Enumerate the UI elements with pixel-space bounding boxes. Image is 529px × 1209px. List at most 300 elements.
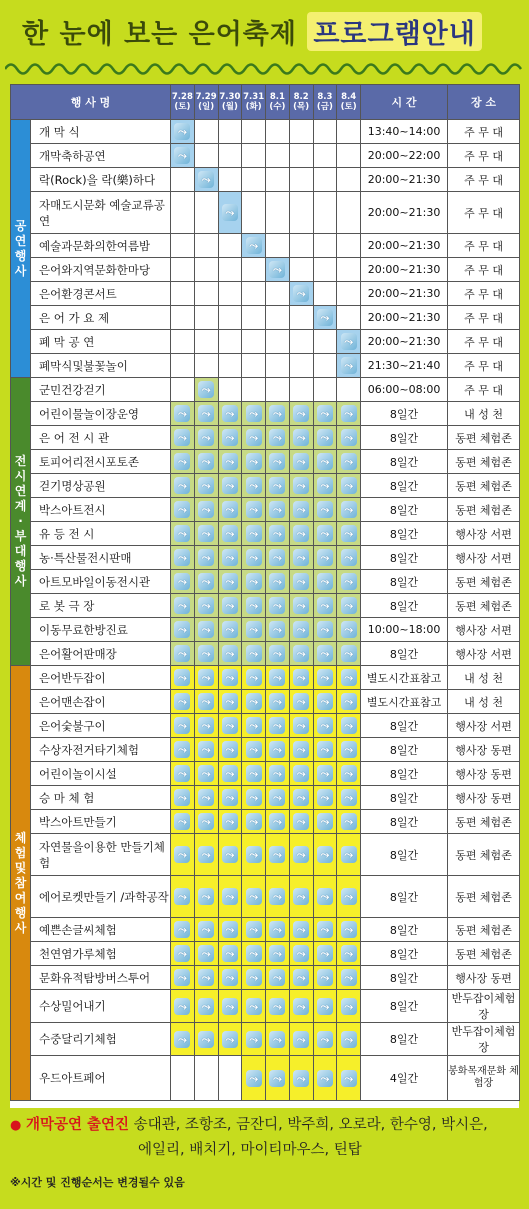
program-name: 어린이놀이시설 [31, 762, 171, 786]
sweetfish-icon: ⤳ [269, 645, 285, 662]
schedule-cell [218, 144, 242, 168]
schedule-cell [313, 330, 337, 354]
table-row [11, 354, 520, 378]
program-place: 주 무 대 [448, 168, 520, 192]
schedule-cell [194, 234, 218, 258]
schedule-cell [242, 570, 266, 594]
table-row [11, 1023, 520, 1056]
schedule-cell [242, 546, 266, 570]
sweetfish-icon: ⤳ [293, 453, 309, 470]
schedule-cell [242, 354, 266, 378]
schedule-cell [289, 426, 313, 450]
sweetfish-icon: ⤳ [293, 741, 309, 758]
sweetfish-icon: ⤳ [317, 549, 333, 566]
sweetfish-icon: ⤳ [317, 453, 333, 470]
sweetfish-icon: ⤳ [198, 969, 214, 986]
schedule-cell [171, 918, 195, 942]
sweetfish-icon: ⤳ [293, 549, 309, 566]
schedule-cell [194, 690, 218, 714]
category-label: 공연행사 [11, 120, 31, 378]
program-time: 20:00~21:30 [361, 330, 448, 354]
category-label: 체험 및 참여행사 [11, 666, 31, 1101]
sweetfish-icon: ⤳ [293, 969, 309, 986]
schedule-cell [313, 786, 337, 810]
schedule-cell [337, 762, 361, 786]
schedule-cell [242, 918, 266, 942]
program-name: 문화유적탐방버스투어 [31, 966, 171, 990]
schedule-cell [171, 834, 195, 876]
schedule-cell [289, 330, 313, 354]
schedule-cell [242, 594, 266, 618]
sweetfish-icon: ⤳ [293, 429, 309, 446]
schedule-cell [171, 474, 195, 498]
schedule-cell [266, 330, 290, 354]
program-time: 8일간 [361, 762, 448, 786]
sweetfish-icon: ⤳ [341, 357, 357, 374]
sweetfish-icon: ⤳ [317, 669, 333, 686]
header-date: 8.2 (목) [289, 85, 313, 120]
program-time: 8일간 [361, 426, 448, 450]
sweetfish-icon: ⤳ [198, 597, 214, 614]
schedule-cell [218, 738, 242, 762]
schedule-cell [218, 642, 242, 666]
table-row [11, 522, 520, 546]
sweetfish-icon: ⤳ [222, 501, 238, 518]
sweetfish-icon: ⤳ [174, 1031, 190, 1048]
sweetfish-icon: ⤳ [293, 1070, 309, 1087]
sweetfish-icon: ⤳ [198, 945, 214, 962]
schedule-cell [337, 450, 361, 474]
sweetfish-icon: ⤳ [174, 741, 190, 758]
schedule-cell [313, 738, 337, 762]
schedule-cell [289, 402, 313, 426]
sweetfish-icon: ⤳ [174, 477, 190, 494]
bullet-icon: ● [10, 1118, 22, 1133]
schedule-cell [218, 120, 242, 144]
schedule-cell [171, 1023, 195, 1056]
schedule-cell [242, 450, 266, 474]
sweetfish-icon: ⤳ [174, 789, 190, 806]
table-row [11, 474, 520, 498]
schedule-cell [194, 120, 218, 144]
schedule-cell [171, 966, 195, 990]
title-banner [0, 0, 529, 58]
schedule-cell [289, 594, 313, 618]
program-place: 동편 체험존 [448, 570, 520, 594]
schedule-cell [337, 1056, 361, 1101]
program-place: 행사장 동편 [448, 966, 520, 990]
sweetfish-icon: ⤳ [317, 717, 333, 734]
schedule-cell [337, 258, 361, 282]
sweetfish-icon: ⤳ [222, 477, 238, 494]
sweetfish-icon: ⤳ [174, 693, 190, 710]
table-row [11, 282, 520, 306]
sweetfish-icon: ⤳ [341, 717, 357, 734]
header-program: 행 사 명 [11, 85, 171, 120]
schedule-cell [289, 876, 313, 918]
sweetfish-icon: ⤳ [246, 717, 262, 734]
schedule-cell [194, 330, 218, 354]
schedule-cell [171, 690, 195, 714]
sweetfish-icon: ⤳ [341, 945, 357, 962]
sweetfish-icon: ⤳ [174, 717, 190, 734]
schedule-cell [266, 192, 290, 234]
schedule-cell [171, 876, 195, 918]
schedule-cell [313, 714, 337, 738]
schedule-cell [171, 306, 195, 330]
sweetfish-icon: ⤳ [174, 765, 190, 782]
sweetfish-icon: ⤳ [341, 597, 357, 614]
table-row [11, 306, 520, 330]
program-time: 8일간 [361, 942, 448, 966]
sweetfish-icon: ⤳ [174, 123, 190, 140]
schedule-cell [337, 666, 361, 690]
sweetfish-icon: ⤳ [341, 645, 357, 662]
sweetfish-icon: ⤳ [293, 477, 309, 494]
program-name: 폐막식및불꽃놀이 [31, 354, 171, 378]
sweetfish-icon: ⤳ [317, 1070, 333, 1087]
schedule-cell [171, 168, 195, 192]
sweetfish-icon: ⤳ [317, 525, 333, 542]
schedule-cell [313, 234, 337, 258]
schedule-cell [242, 402, 266, 426]
sweetfish-icon: ⤳ [317, 429, 333, 446]
schedule-cell [266, 498, 290, 522]
schedule-cell [194, 666, 218, 690]
schedule-cell [313, 918, 337, 942]
schedule-cell [194, 618, 218, 642]
cast-names-line1: 송대관, 조항조, 금잔디, 박주희, 오로라, 한수영, 박시은, [133, 1117, 488, 1133]
schedule-cell [171, 450, 195, 474]
program-time: 별도시간표참고 [361, 666, 448, 690]
sweetfish-icon: ⤳ [341, 549, 357, 566]
schedule-cell [171, 498, 195, 522]
schedule-cell [218, 450, 242, 474]
schedule-cell [194, 192, 218, 234]
schedule-cell [242, 282, 266, 306]
sweetfish-icon: ⤳ [174, 429, 190, 446]
sweetfish-icon: ⤳ [246, 945, 262, 962]
schedule-cell [289, 474, 313, 498]
sweetfish-icon: ⤳ [246, 549, 262, 566]
header-date: 7.31 (화) [242, 85, 266, 120]
program-place: 행사장 서편 [448, 714, 520, 738]
sweetfish-icon: ⤳ [317, 846, 333, 863]
schedule-cell [266, 834, 290, 876]
sweetfish-icon: ⤳ [341, 453, 357, 470]
sweetfish-icon: ⤳ [269, 573, 285, 590]
table-row [11, 738, 520, 762]
header-date: 8.1 (수) [266, 85, 290, 120]
schedule-cell [337, 282, 361, 306]
schedule-cell [194, 258, 218, 282]
sweetfish-icon: ⤳ [222, 789, 238, 806]
schedule-cell [242, 1056, 266, 1101]
schedule-cell [266, 642, 290, 666]
schedule-cell [218, 282, 242, 306]
schedule-cell [337, 918, 361, 942]
schedule-cell [337, 642, 361, 666]
schedule-cell [242, 234, 266, 258]
schedule-cell [242, 144, 266, 168]
sweetfish-icon: ⤳ [198, 453, 214, 470]
sweetfish-icon: ⤳ [222, 429, 238, 446]
program-place: 동편 체험존 [448, 876, 520, 918]
sweetfish-icon: ⤳ [317, 597, 333, 614]
program-place: 동편 체험존 [448, 810, 520, 834]
schedule-cell [266, 738, 290, 762]
schedule-cell [218, 762, 242, 786]
schedule-cell [289, 144, 313, 168]
sweetfish-icon: ⤳ [174, 813, 190, 830]
sweetfish-icon: ⤳ [174, 888, 190, 905]
schedule-cell [337, 618, 361, 642]
schedule-cell [171, 426, 195, 450]
table-row [11, 786, 520, 810]
sweetfish-icon: ⤳ [246, 525, 262, 542]
schedule-cell [337, 594, 361, 618]
sweetfish-icon: ⤳ [222, 969, 238, 986]
sweetfish-icon: ⤳ [341, 969, 357, 986]
sweetfish-icon: ⤳ [317, 998, 333, 1015]
schedule-cell [171, 258, 195, 282]
sweetfish-icon: ⤳ [222, 645, 238, 662]
program-name: 어린이물놀이장운영 [31, 402, 171, 426]
schedule-cell [289, 1056, 313, 1101]
program-place: 반두잡이체험장 [448, 1023, 520, 1056]
schedule-cell [313, 546, 337, 570]
program-name: 박스아트만들기 [31, 810, 171, 834]
program-time: 별도시간표참고 [361, 690, 448, 714]
schedule-cell [313, 426, 337, 450]
program-place: 주 무 대 [448, 282, 520, 306]
schedule-cell [242, 522, 266, 546]
schedule-cell [337, 990, 361, 1023]
sweetfish-icon: ⤳ [246, 453, 262, 470]
sweetfish-icon: ⤳ [269, 669, 285, 686]
schedule-cell [337, 192, 361, 234]
schedule-cell [194, 834, 218, 876]
table-row [11, 834, 520, 876]
program-place: 행사장 서편 [448, 642, 520, 666]
schedule-cell [266, 810, 290, 834]
schedule-cell [337, 426, 361, 450]
sweetfish-icon: ⤳ [341, 477, 357, 494]
schedule-cell [266, 354, 290, 378]
schedule-cell [289, 714, 313, 738]
sweetfish-icon: ⤳ [269, 969, 285, 986]
sweetfish-icon: ⤳ [198, 171, 214, 188]
program-name: 자매도시문화 예술교류공연 [31, 192, 171, 234]
sweetfish-icon: ⤳ [246, 501, 262, 518]
schedule-cell [218, 966, 242, 990]
sweetfish-icon: ⤳ [246, 969, 262, 986]
schedule-cell [194, 474, 218, 498]
schedule-cell [337, 942, 361, 966]
schedule-cell [266, 144, 290, 168]
sweetfish-icon: ⤳ [341, 1070, 357, 1087]
schedule-cell [218, 942, 242, 966]
program-name: 이동무료한방진료 [31, 618, 171, 642]
schedule-cell [242, 618, 266, 642]
schedule-cell [313, 1023, 337, 1056]
sweetfish-icon: ⤳ [269, 921, 285, 938]
schedule-cell [242, 810, 266, 834]
schedule-cell [171, 282, 195, 306]
schedule-cell [313, 876, 337, 918]
sweetfish-icon: ⤳ [317, 945, 333, 962]
header-date: 7.30 (월) [218, 85, 242, 120]
program-name: 은 어 전 시 관 [31, 426, 171, 450]
schedule-cell [194, 282, 218, 306]
schedule-cell [337, 546, 361, 570]
program-time: 21:30~21:40 [361, 354, 448, 378]
schedule-cell [242, 738, 266, 762]
schedule-cell [171, 786, 195, 810]
schedule-cell [194, 354, 218, 378]
sweetfish-icon: ⤳ [269, 621, 285, 638]
schedule-cell [289, 618, 313, 642]
sweetfish-icon: ⤳ [198, 921, 214, 938]
sweetfish-icon: ⤳ [246, 765, 262, 782]
sweetfish-icon: ⤳ [198, 741, 214, 758]
schedule-cell [289, 234, 313, 258]
schedule-cell [194, 966, 218, 990]
sweetfish-icon: ⤳ [269, 525, 285, 542]
schedule-cell [289, 918, 313, 942]
table-row [11, 642, 520, 666]
schedule-cell [266, 402, 290, 426]
schedule-cell [218, 834, 242, 876]
sweetfish-icon: ⤳ [269, 453, 285, 470]
program-place: 행사장 서편 [448, 522, 520, 546]
schedule-cell [337, 168, 361, 192]
schedule-cell [289, 642, 313, 666]
program-time: 8일간 [361, 498, 448, 522]
sweetfish-icon: ⤳ [317, 741, 333, 758]
schedule-cell [171, 570, 195, 594]
schedule-cell [218, 786, 242, 810]
schedule-cell [337, 966, 361, 990]
sweetfish-icon: ⤳ [198, 998, 214, 1015]
sweetfish-icon: ⤳ [246, 237, 262, 254]
sweetfish-icon: ⤳ [222, 1031, 238, 1048]
program-time: 8일간 [361, 546, 448, 570]
sweetfish-icon: ⤳ [341, 998, 357, 1015]
schedule-cell [194, 450, 218, 474]
program-name: 은어활어판매장 [31, 642, 171, 666]
schedule-cell [313, 450, 337, 474]
schedule-cell [171, 942, 195, 966]
sweetfish-icon: ⤳ [222, 573, 238, 590]
schedule-cell [313, 402, 337, 426]
schedule-cell [313, 942, 337, 966]
program-name: 수상밀어내기 [31, 990, 171, 1023]
table-row [11, 876, 520, 918]
schedule-cell [266, 786, 290, 810]
table-row [11, 1056, 520, 1101]
schedule-cell [313, 498, 337, 522]
schedule-cell [337, 354, 361, 378]
schedule-cell [218, 474, 242, 498]
sweetfish-icon: ⤳ [269, 597, 285, 614]
table-row [11, 594, 520, 618]
schedule-cell [242, 306, 266, 330]
sweetfish-icon: ⤳ [174, 645, 190, 662]
program-place: 주 무 대 [448, 258, 520, 282]
sweetfish-icon: ⤳ [269, 1070, 285, 1087]
sweetfish-icon: ⤳ [222, 846, 238, 863]
sweetfish-icon: ⤳ [246, 789, 262, 806]
schedule-cell [242, 474, 266, 498]
sweetfish-icon: ⤳ [341, 789, 357, 806]
program-place: 동편 체험존 [448, 942, 520, 966]
sweetfish-icon: ⤳ [222, 693, 238, 710]
schedule-cell [266, 120, 290, 144]
program-name: 로 봇 극 장 [31, 594, 171, 618]
sweetfish-icon: ⤳ [222, 597, 238, 614]
program-name: 유 등 전 시 [31, 522, 171, 546]
sweetfish-icon: ⤳ [269, 846, 285, 863]
sweetfish-icon: ⤳ [317, 693, 333, 710]
table-row [11, 570, 520, 594]
program-name: 에어로켓만들기 /과학공작 [31, 876, 171, 918]
sweetfish-icon: ⤳ [269, 813, 285, 830]
schedule-cell [171, 354, 195, 378]
sweetfish-icon: ⤳ [246, 597, 262, 614]
schedule-cell [289, 378, 313, 402]
schedule-cell [337, 330, 361, 354]
schedule-cell [242, 762, 266, 786]
header-date: 7.28 (토) [171, 85, 195, 120]
sweetfish-icon: ⤳ [222, 813, 238, 830]
schedule-cell [218, 570, 242, 594]
table-header-row [11, 85, 520, 120]
schedule-cell [242, 192, 266, 234]
sweetfish-icon: ⤳ [341, 405, 357, 422]
table-row [11, 666, 520, 690]
schedule-cell [289, 942, 313, 966]
program-place: 주 무 대 [448, 378, 520, 402]
sweetfish-icon: ⤳ [317, 813, 333, 830]
sweetfish-icon: ⤳ [174, 846, 190, 863]
program-place: 동편 체험존 [448, 426, 520, 450]
sweetfish-icon: ⤳ [317, 405, 333, 422]
table-row [11, 120, 520, 144]
sweetfish-icon: ⤳ [198, 477, 214, 494]
schedule-cell [194, 942, 218, 966]
schedule-cell [218, 306, 242, 330]
schedule-cell [242, 120, 266, 144]
schedule-cell [266, 666, 290, 690]
sweetfish-icon: ⤳ [341, 846, 357, 863]
schedule-cell [194, 876, 218, 918]
schedule-cell [313, 834, 337, 876]
sweetfish-icon: ⤳ [317, 645, 333, 662]
sweetfish-icon: ⤳ [246, 693, 262, 710]
schedule-cell [313, 618, 337, 642]
program-place: 내 성 천 [448, 666, 520, 690]
schedule-cell [194, 546, 218, 570]
schedule-cell [218, 168, 242, 192]
sweetfish-icon: ⤳ [269, 945, 285, 962]
sweetfish-icon: ⤳ [222, 998, 238, 1015]
schedule-cell [218, 402, 242, 426]
schedule-cell [337, 810, 361, 834]
program-time: 20:00~21:30 [361, 282, 448, 306]
sweetfish-icon: ⤳ [246, 645, 262, 662]
schedule-cell [171, 144, 195, 168]
